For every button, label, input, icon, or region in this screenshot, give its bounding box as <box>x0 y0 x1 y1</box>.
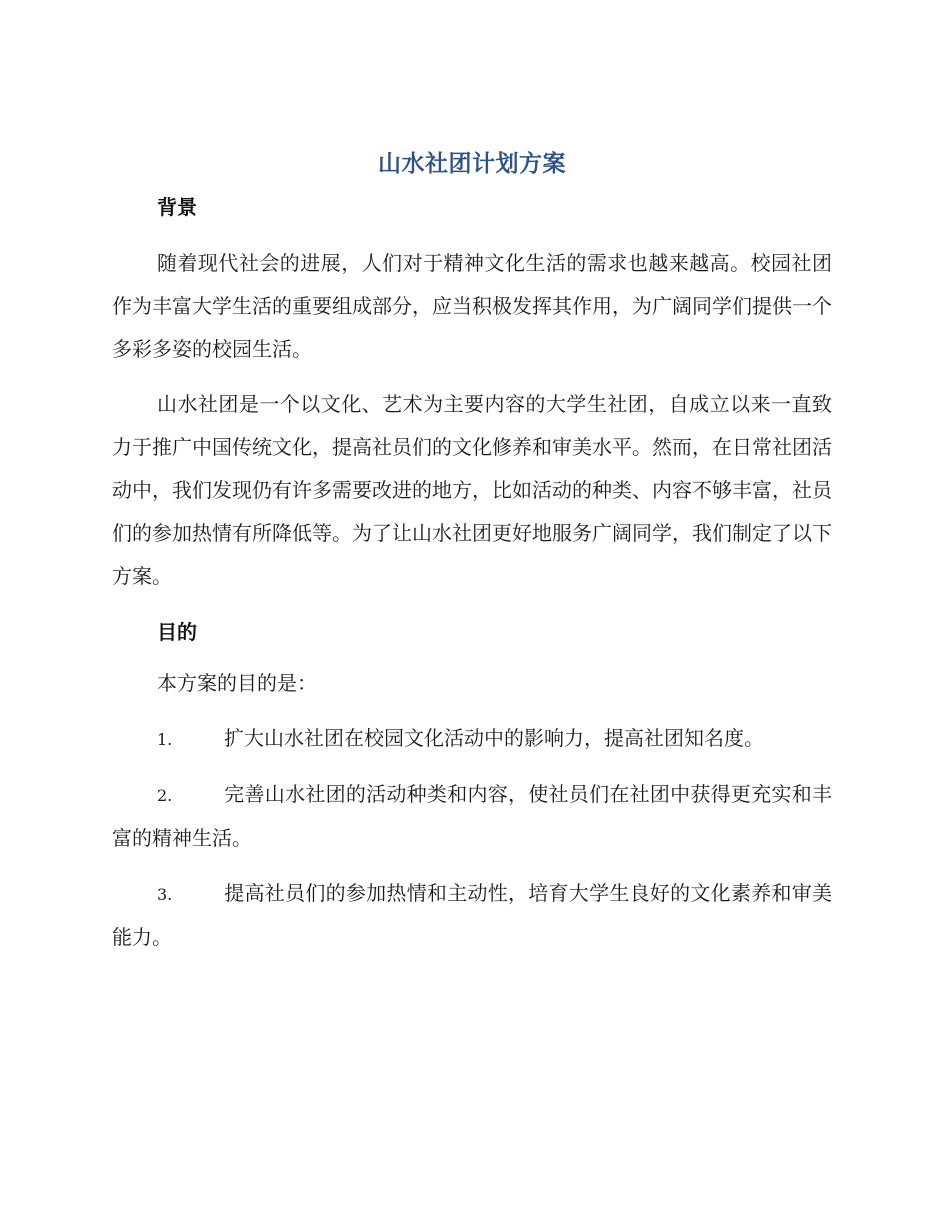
goal-list-item-1 <box>112 717 832 761</box>
background-paragraph-2: 山水社团是一个以文化、艺术为主要内容的大学生社团，自成立以来一直致力于推广中国传统文化，提高社员们的文化修养和审美水平。然而，在日常社团活动中，我们发现仍有许多需要改进的地方，比如活动的种类、内容不够丰富，社员们的参加热情有所降低等。为了让山水社团更好地服务广阔同学，我们制定了以下方案。 <box>112 392 832 588</box>
goal-list-item-3 <box>112 872 832 959</box>
document-content <box>112 138 832 971</box>
goal-list-item-2 <box>112 773 832 860</box>
list-number: 1. <box>157 730 173 749</box>
section-heading-goal: 目的 <box>157 620 197 644</box>
document-title: 山水社团计划方案 <box>378 151 566 177</box>
background-paragraph-1: 随着现代社会的进展，人们对于精神文化生活的需求也越来越高。校园社团作为丰富大学生活的重要组成部分，应当积极发挥其作用，为广阔同学们提供一个多彩多姿的校园生活。 <box>112 251 832 361</box>
list-number: 2. <box>157 786 173 805</box>
list-item-text: 扩大山水社团在校园文化活动中的影响力，提高社团知名度。 <box>224 726 764 750</box>
goal-intro: 本方案的目的是： <box>157 671 317 695</box>
section-heading-background: 背景 <box>157 195 197 219</box>
list-number: 3. <box>157 885 173 904</box>
list-item-text: 完善山水社团的活动种类和内容，使社员们在社团中获得更充实和丰富的精神生活。 <box>112 782 832 850</box>
list-item-text: 提高社员们的参加热情和主动性，培育大学生良好的文化素养和审美能力。 <box>112 881 832 949</box>
